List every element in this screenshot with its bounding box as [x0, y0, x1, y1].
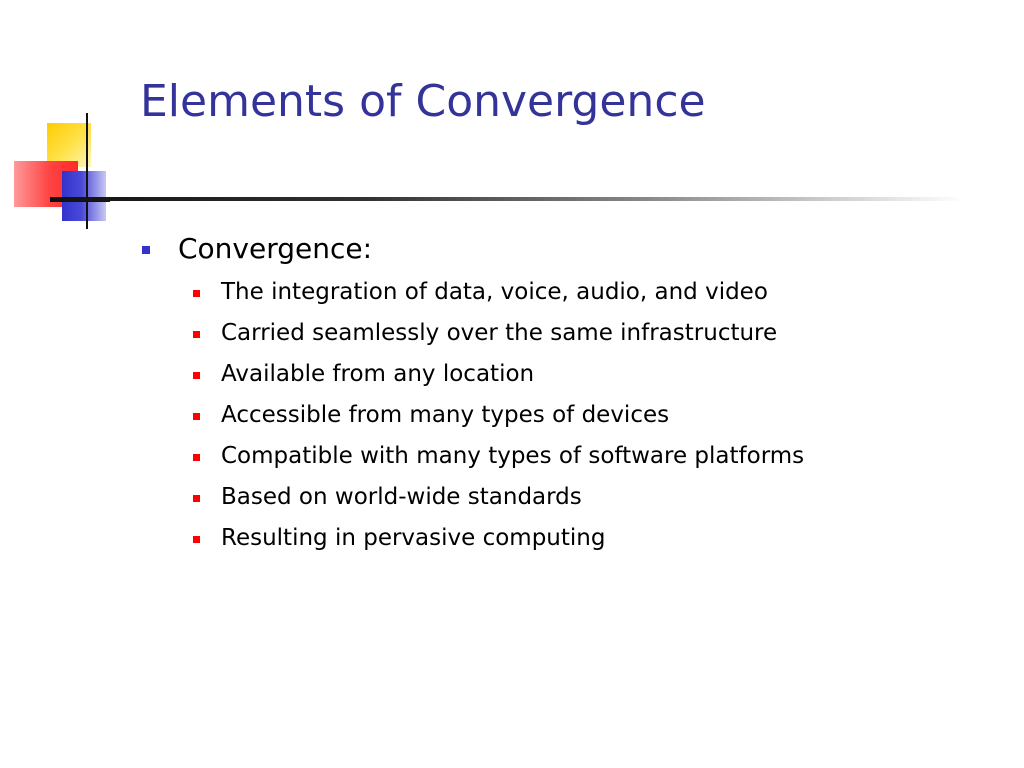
- sub-bullet-text: Compatible with many types of software platforms: [221, 443, 805, 469]
- sub-bullet-list: [140, 272, 1000, 559]
- bullet-level1: [140, 228, 1000, 270]
- square-bullet-icon: [193, 495, 200, 502]
- sub-bullet-text: Accessible from many types of devices: [221, 402, 670, 428]
- sub-bullet-item: [189, 395, 1000, 436]
- sub-bullet-item: [189, 354, 1000, 395]
- square-bullet-icon: [193, 290, 200, 297]
- slide-content: [140, 228, 1000, 559]
- sub-bullet-text: Based on world-wide standards: [221, 484, 582, 510]
- square-bullet-icon: [193, 454, 200, 461]
- decorative-squares-logo: [10, 105, 150, 235]
- sub-bullet-text: Carried seamlessly over the same infrastructure: [221, 320, 778, 346]
- square-bullet-icon: [193, 331, 200, 338]
- slide-title: Elements of Convergence: [140, 76, 706, 127]
- bullet-level1-text: Convergence:: [178, 232, 373, 265]
- blue-square-shape: [62, 171, 106, 221]
- sub-bullet-item: [189, 436, 1000, 477]
- square-bullet-icon: [193, 413, 200, 420]
- sub-bullet-item: [189, 518, 1000, 559]
- sub-bullet-item: [189, 272, 1000, 313]
- sub-bullet-text: Resulting in pervasive computing: [221, 525, 606, 551]
- sub-bullet-item: [189, 313, 1000, 354]
- title-underline-rule: [50, 197, 965, 201]
- square-bullet-icon: [142, 246, 150, 254]
- sub-bullet-text: The integration of data, voice, audio, and video: [221, 279, 768, 305]
- sub-bullet-item: [189, 477, 1000, 518]
- sub-bullet-text: Available from any location: [221, 361, 535, 387]
- square-bullet-icon: [193, 536, 200, 543]
- square-bullet-icon: [193, 372, 200, 379]
- vertical-crosshair-line: [86, 113, 88, 229]
